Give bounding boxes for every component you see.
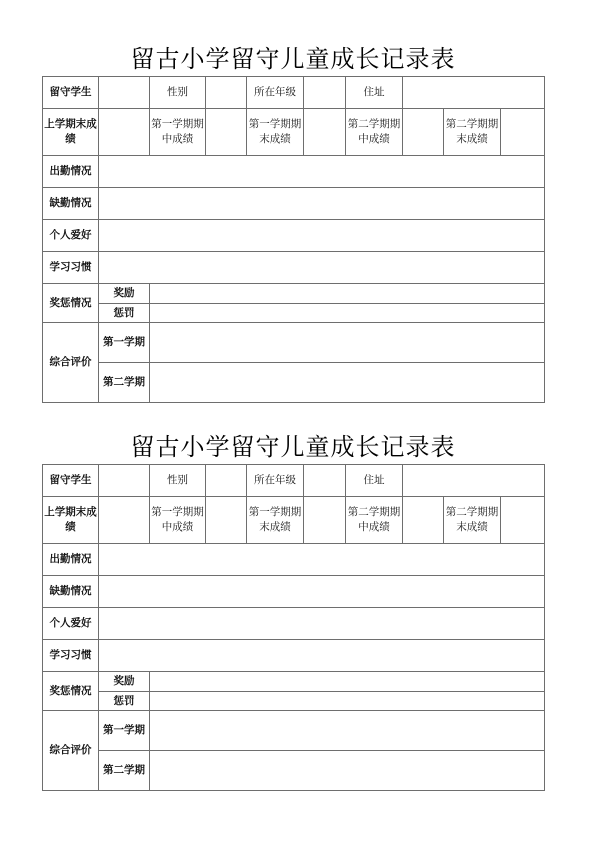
t2-midterm-field[interactable]	[403, 109, 444, 156]
term2-label: 第二学期	[99, 363, 150, 403]
hobbies-label: 个人爱好	[43, 220, 99, 252]
record-table	[42, 76, 545, 403]
row-eval-term1	[43, 711, 545, 751]
evaluation-label: 综合评价	[43, 711, 99, 791]
row-basic-info	[43, 465, 545, 497]
row-eval-term1	[43, 323, 545, 363]
t1-final-field[interactable]	[304, 497, 346, 544]
t2-midterm-label: 第二学期期中成绩	[346, 109, 403, 156]
last-term-grades-label: 上学期末成绩	[43, 109, 99, 156]
term1-evaluation-field[interactable]	[150, 323, 545, 363]
reward-field[interactable]	[150, 284, 545, 304]
attendance-field[interactable]	[99, 544, 545, 576]
term2-evaluation-field[interactable]	[150, 363, 545, 403]
hobbies-field[interactable]	[99, 220, 545, 252]
t2-midterm-field[interactable]	[403, 497, 444, 544]
record-form-2	[42, 430, 544, 791]
gender-field[interactable]	[206, 465, 247, 497]
t2-final-field[interactable]	[501, 109, 545, 156]
row-punishment	[43, 304, 545, 323]
reward-label: 奖励	[99, 672, 150, 692]
t2-midterm-label: 第二学期期中成绩	[346, 497, 403, 544]
punishment-label: 惩罚	[99, 692, 150, 711]
row-absence	[43, 576, 545, 608]
row-attendance	[43, 544, 545, 576]
t2-final-field[interactable]	[501, 497, 545, 544]
t1-final-field[interactable]	[304, 109, 346, 156]
row-hobbies	[43, 608, 545, 640]
row-hobbies	[43, 220, 545, 252]
row-punishment	[43, 692, 545, 711]
last-term-grades-label: 上学期末成绩	[43, 497, 99, 544]
t1-final-label: 第一学期期末成绩	[247, 497, 304, 544]
rewards-punishments-label: 奖惩情况	[43, 672, 99, 711]
attendance-field[interactable]	[99, 156, 545, 188]
row-study-habits	[43, 252, 545, 284]
address-label: 住址	[346, 465, 403, 497]
term2-evaluation-field[interactable]	[150, 751, 545, 791]
gender-label: 性别	[150, 77, 206, 109]
term1-evaluation-field[interactable]	[150, 711, 545, 751]
hobbies-field[interactable]	[99, 608, 545, 640]
reward-field[interactable]	[150, 672, 545, 692]
student-name-field[interactable]	[99, 77, 150, 109]
t1-final-label: 第一学期期末成绩	[247, 109, 304, 156]
row-attendance	[43, 156, 545, 188]
attendance-label: 出勤情况	[43, 544, 99, 576]
row-basic-info	[43, 77, 545, 109]
absence-field[interactable]	[99, 576, 545, 608]
absence-label: 缺勤情况	[43, 576, 99, 608]
gender-label: 性别	[150, 465, 206, 497]
address-field[interactable]	[403, 77, 545, 109]
last-term-grades-field[interactable]	[99, 109, 150, 156]
study-habits-field[interactable]	[99, 640, 545, 672]
attendance-label: 出勤情况	[43, 156, 99, 188]
t1-midterm-field[interactable]	[206, 109, 247, 156]
term1-label: 第一学期	[99, 711, 150, 751]
gender-field[interactable]	[206, 77, 247, 109]
address-label: 住址	[346, 77, 403, 109]
grade-label: 所在年级	[247, 77, 304, 109]
grade-label: 所在年级	[247, 465, 304, 497]
study-habits-label: 学习习惯	[43, 640, 99, 672]
row-eval-term2	[43, 363, 545, 403]
address-field[interactable]	[403, 465, 545, 497]
row-eval-term2	[43, 751, 545, 791]
t2-final-label: 第二学期期末成绩	[444, 109, 501, 156]
punishment-field[interactable]	[150, 304, 545, 323]
grade-field[interactable]	[304, 77, 346, 109]
last-term-grades-field[interactable]	[99, 497, 150, 544]
row-grades	[43, 109, 545, 156]
t1-midterm-label: 第一学期期中成绩	[150, 109, 206, 156]
grade-field[interactable]	[304, 465, 346, 497]
t1-midterm-label: 第一学期期中成绩	[150, 497, 206, 544]
absence-field[interactable]	[99, 188, 545, 220]
form-title: 留古小学留守儿童成长记录表	[130, 45, 456, 73]
record-form-1	[42, 42, 544, 403]
record-table	[42, 464, 545, 791]
row-study-habits	[43, 640, 545, 672]
row-absence	[43, 188, 545, 220]
study-habits-label: 学习习惯	[43, 252, 99, 284]
absence-label: 缺勤情况	[43, 188, 99, 220]
row-reward	[43, 672, 545, 692]
rewards-punishments-label: 奖惩情况	[43, 284, 99, 323]
reward-label: 奖励	[99, 284, 150, 304]
row-grades	[43, 497, 545, 544]
t1-midterm-field[interactable]	[206, 497, 247, 544]
term1-label: 第一学期	[99, 323, 150, 363]
evaluation-label: 综合评价	[43, 323, 99, 403]
study-habits-field[interactable]	[99, 252, 545, 284]
punishment-field[interactable]	[150, 692, 545, 711]
term2-label: 第二学期	[99, 751, 150, 791]
student-label: 留守学生	[43, 465, 99, 497]
form-title: 留古小学留守儿童成长记录表	[130, 433, 456, 461]
punishment-label: 惩罚	[99, 304, 150, 323]
student-label: 留守学生	[43, 77, 99, 109]
row-reward	[43, 284, 545, 304]
t2-final-label: 第二学期期末成绩	[444, 497, 501, 544]
hobbies-label: 个人爱好	[43, 608, 99, 640]
student-name-field[interactable]	[99, 465, 150, 497]
